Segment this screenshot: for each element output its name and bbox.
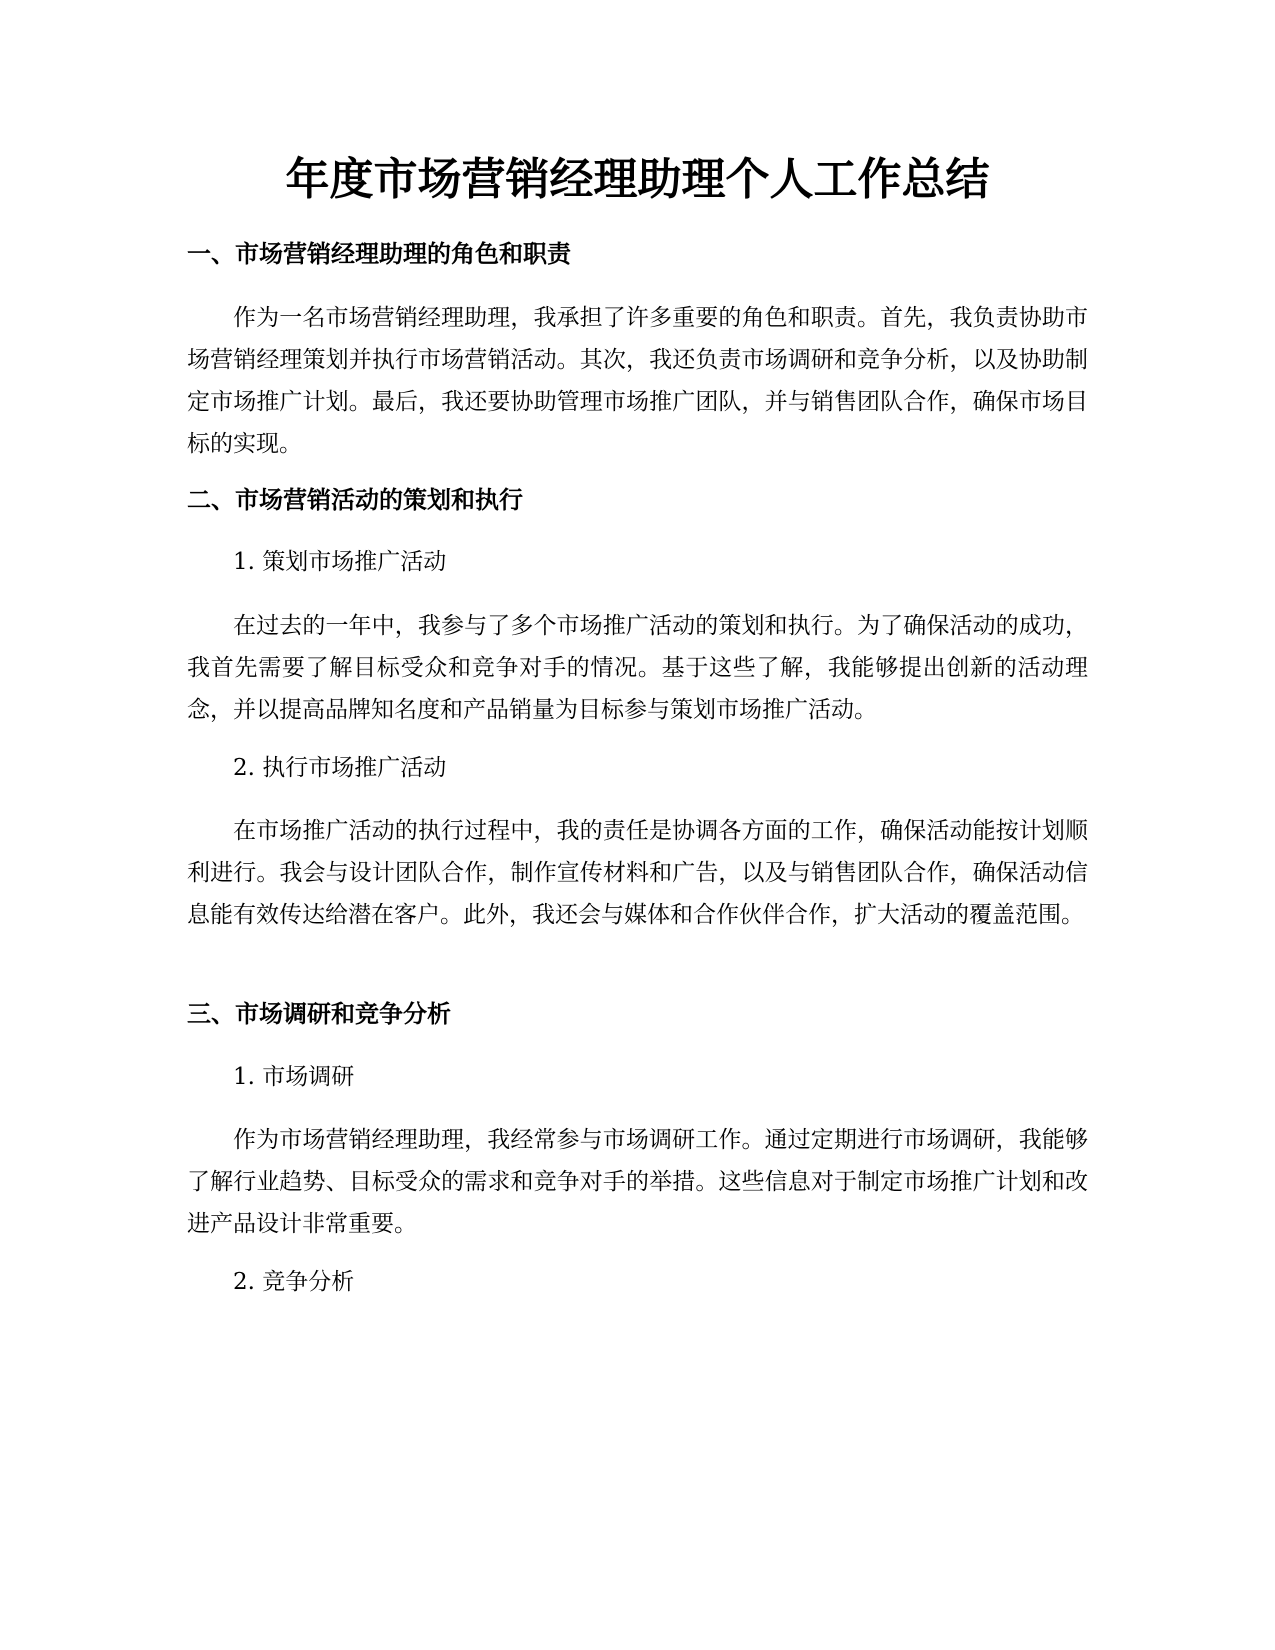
document-page	[187, 0, 1088, 1650]
section-1-paragraph: 作为一名市场营销经理助理，我承担了许多重要的角色和职责。首先，我负责协助市场营销经理策划并执行市场营销活动。其次，我还负责市场调研和竞争分析，以及协助制定市场推广计划。最后，我还要协助管理市场推广团队，并与销售团队合作，确保市场目标的实现。	[187, 305, 1088, 457]
section-heading-3: 三、市场调研和竞争分析	[187, 1000, 451, 1028]
section-heading-2: 二、市场营销活动的策划和执行	[187, 486, 523, 514]
section-2-subheading-1: 1. 策划市场推广活动	[233, 549, 447, 575]
section-3-subheading-1: 1. 市场调研	[233, 1064, 355, 1090]
section-2-item-2-paragraph: 在市场推广活动的执行过程中，我的责任是协调各方面的工作，确保活动能按计划顺利进行。我会与设计团队合作，制作宣传材料和广告，以及与销售团队合作，确保活动信息能有效传达给潜在客户。此外，我还会与媒体和合作伙伴合作，扩大活动的覆盖范围。	[187, 818, 1088, 928]
section-2-item-1-paragraph: 在过去的一年中，我参与了多个市场推广活动的策划和执行。为了确保活动的成功，我首先需要了解目标受众和竞争对手的情况。基于这些了解，我能够提出创新的活动理念，并以提高品牌知名度和产品销量为目标参与策划市场推广活动。	[187, 613, 1088, 723]
section-3-subheading-2: 2. 竞争分析	[233, 1269, 355, 1295]
document-title: 年度市场营销经理助理个人工作总结	[285, 154, 990, 205]
section-3-item-1-paragraph: 作为市场营销经理助理，我经常参与市场调研工作。通过定期进行市场调研，我能够了解行业趋势、目标受众的需求和竞争对手的举措。这些信息对于制定市场推广计划和改进产品设计非常重要。	[187, 1127, 1088, 1237]
section-2-subheading-2: 2. 执行市场推广活动	[233, 755, 447, 781]
section-heading-1: 一、市场营销经理助理的角色和职责	[187, 240, 571, 268]
